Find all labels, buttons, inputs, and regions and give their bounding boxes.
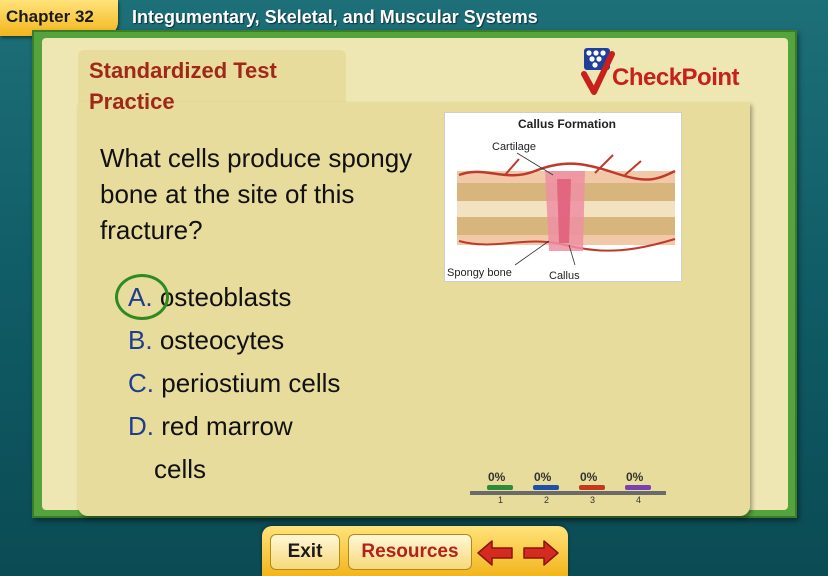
previous-arrow-button[interactable] xyxy=(476,538,514,568)
section-title: Standardized Test Practice xyxy=(89,58,277,114)
label-callus: Callus xyxy=(549,270,580,282)
exit-button[interactable]: Exit xyxy=(270,534,340,570)
fracture-site xyxy=(557,179,571,243)
arrow-left-icon xyxy=(476,538,514,568)
axis-label: 2 xyxy=(544,495,550,505)
response-results-chart xyxy=(470,465,666,511)
result-percent: 0% xyxy=(626,470,644,484)
answer-text: osteoblasts xyxy=(159,282,292,312)
checkpoint-wordmark: CheckPoint xyxy=(612,64,740,91)
result-bar xyxy=(625,485,651,490)
result-bar xyxy=(579,485,605,490)
answer-option-b[interactable] xyxy=(128,319,428,362)
answer-text-continuation: cells xyxy=(154,454,207,484)
resources-button[interactable]: Resources xyxy=(348,534,472,570)
answer-option-d[interactable] xyxy=(128,405,428,491)
result-bar xyxy=(487,485,513,490)
answer-letter: D. xyxy=(128,411,154,441)
answer-text: osteocytes xyxy=(159,325,285,355)
axis-label: 3 xyxy=(590,495,596,505)
result-percent: 0% xyxy=(488,470,506,484)
answer-text: red marrow xyxy=(161,411,293,441)
answer-option-a[interactable] xyxy=(128,276,428,319)
answer-letter: A. xyxy=(128,282,153,312)
callus-diagram xyxy=(445,113,683,283)
result-percent: 0% xyxy=(534,470,552,484)
chapter-label: Chapter 32 xyxy=(6,7,94,26)
page-title: Integumentary, Skeletal, and Muscular Systems xyxy=(132,7,538,27)
result-percent: 0% xyxy=(580,470,598,484)
answer-text: periostium cells xyxy=(161,368,341,398)
selected-answer-ring xyxy=(115,274,169,320)
arrow-right-icon xyxy=(522,538,560,568)
answer-option-c[interactable] xyxy=(128,362,428,405)
result-bar xyxy=(533,485,559,490)
label-cartilage: Cartilage xyxy=(492,141,537,153)
answer-letter: B. xyxy=(128,325,153,355)
callus-formation-figure xyxy=(444,112,682,282)
figure-title: Callus Formation xyxy=(517,117,617,131)
answer-list xyxy=(128,276,428,491)
answer-letter: C. xyxy=(128,368,154,398)
label-spongy-bone: Spongy bone xyxy=(447,267,512,279)
next-arrow-button[interactable] xyxy=(522,538,560,568)
axis-label: 4 xyxy=(636,495,642,505)
axis-label: 1 xyxy=(498,495,504,505)
question-text: What cells produce spongy bone at the site of this fracture? xyxy=(100,143,413,245)
